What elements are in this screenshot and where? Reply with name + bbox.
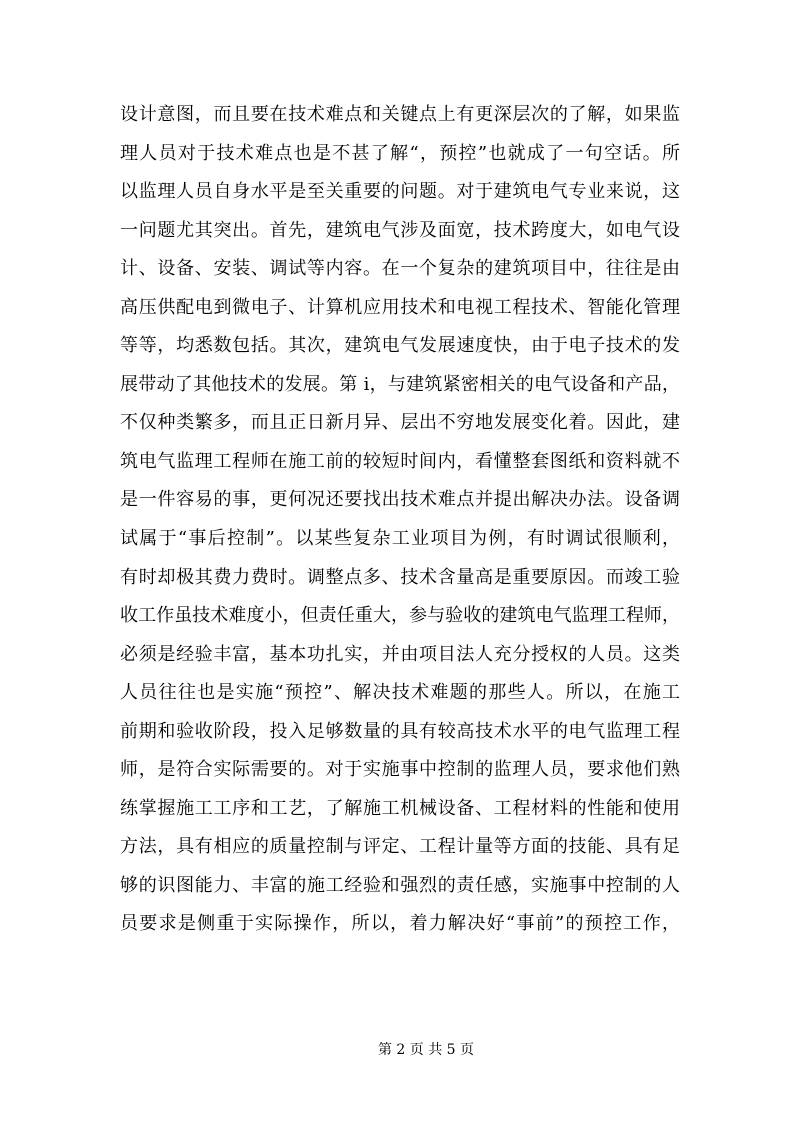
text-line: 展带动了其他技术的发展。第 i，与建筑紧密相关的电气设备和产品， bbox=[120, 373, 680, 395]
body-text bbox=[120, 96, 680, 944]
text-line: 方法，具有相应的质量控制与评定、工程计量等方面的技能、具有足 bbox=[120, 836, 680, 858]
text-line: 员要求是侧重于实际操作，所以，着力解决好“事前”的预控工作， bbox=[120, 913, 680, 935]
page-number-label: 第 2 页 共 5 页 bbox=[377, 1042, 475, 1058]
text-line: 前期和验收阶段，投入足够数量的具有较高技术水平的电气监理工程 bbox=[120, 720, 680, 742]
text-line: 必须是经验丰富，基本功扎实，并由项目法人充分授权的人员。这类 bbox=[120, 643, 680, 665]
text-line: 试属于“事后控制”。以某些复杂工业项目为例，有时调试很顺利， bbox=[120, 528, 680, 550]
text-line: 够的识图能力、丰富的施工经验和强烈的责任感，实施事中控制的人 bbox=[120, 874, 680, 896]
text-line: 理人员对于技术难点也是不甚了解“，预控”也就成了一句空话。所 bbox=[120, 142, 680, 164]
text-line: 以监理人员自身水平是至关重要的问题。对于建筑电气专业来说，这 bbox=[120, 181, 680, 203]
text-line: 有时却极其费力费时。调整点多、技术含量高是重要原因。而竣工验 bbox=[120, 566, 680, 588]
text-line: 设计意图，而且要在技术难点和关键点上有更深层次的了解，如果监 bbox=[120, 104, 680, 125]
text-line: 高压供配电到微电子、计算机应用技术和电视工程技术、智能化管理 bbox=[120, 296, 680, 318]
text-line: 筑电气监理工程师在施工前的较短时间内，看懂整套图纸和资料就不 bbox=[120, 450, 680, 472]
text-line: 师，是符合实际需要的。对于实施事中控制的监理人员，要求他们熟 bbox=[120, 759, 680, 781]
text-line: 练掌握施工工序和工艺，了解施工机械设备、工程材料的性能和使用 bbox=[120, 797, 680, 819]
text-line: 计、设备、安装、调试等内容。在一个复杂的建筑项目中，往往是由 bbox=[120, 258, 680, 280]
text-line: 是一件容易的事，更何况还要找出技术难点并提出解决办法。设备调 bbox=[120, 489, 680, 511]
text-line: 人员往往也是实施“预控”、解决技术难题的那些人。所以，在施工 bbox=[120, 682, 680, 704]
page-footer bbox=[0, 1041, 794, 1059]
text-line: 不仅种类繁多，而且正日新月异、层出不穷地发展变化着。因此，建 bbox=[120, 412, 680, 434]
text-line: 等等，均悉数包括。其次，建筑电气发展速度快，由于电子技术的发 bbox=[120, 335, 680, 357]
text-line: 收工作虽技术难度小，但责任重大，参与验收的建筑电气监理工程师， bbox=[120, 605, 680, 627]
text-line: 一问题尤其突出。首先，建筑电气涉及面宽，技术跨度大，如电气设 bbox=[120, 219, 680, 241]
